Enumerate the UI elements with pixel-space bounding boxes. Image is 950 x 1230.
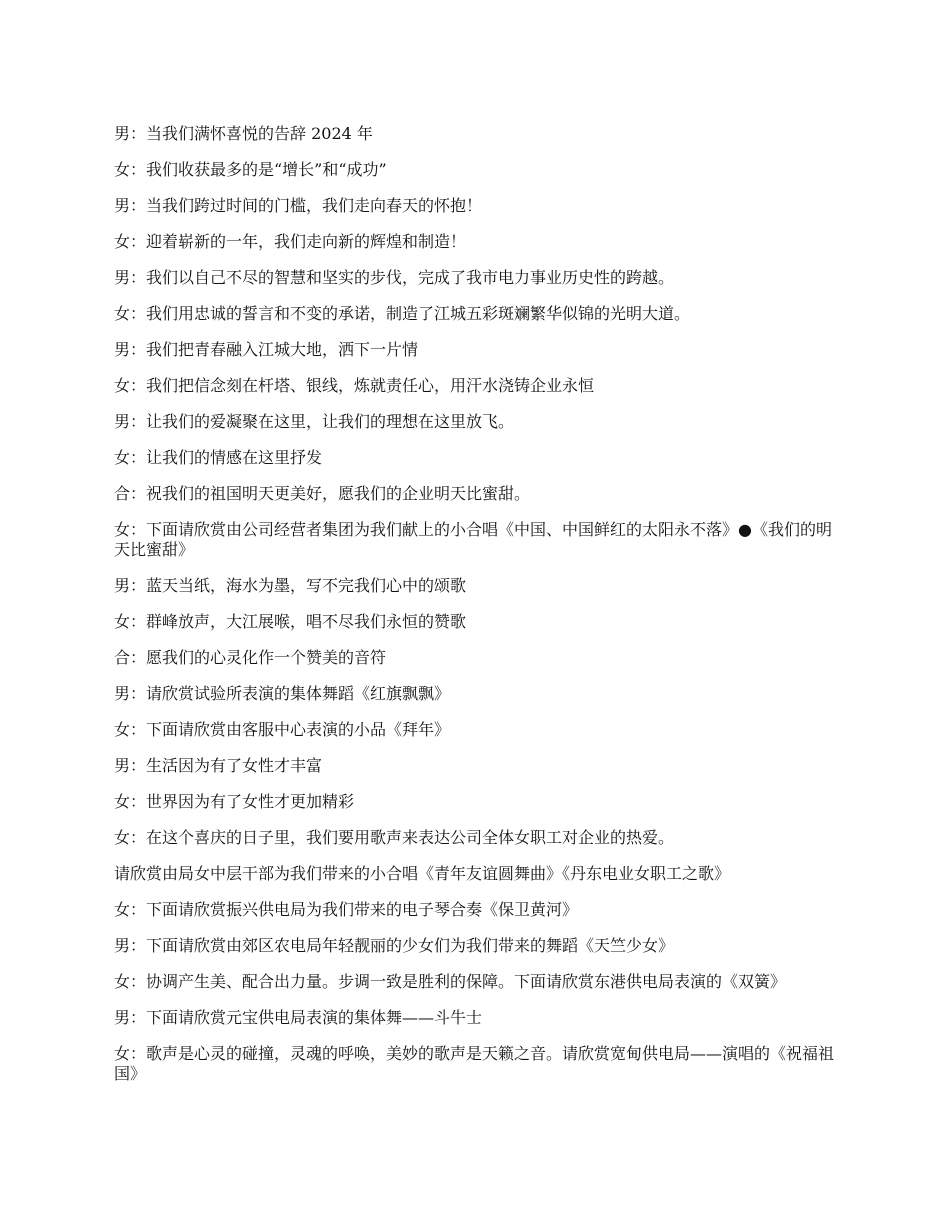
script-line: 男：生活因为有了女性才丰富 (114, 756, 323, 775)
script-line: 女：群峰放声，大江展喉，唱不尽我们永恒的赞歌 (114, 612, 467, 631)
script-line: 男：让我们的爱凝聚在这里，让我们的理想在这里放飞。 (114, 412, 515, 431)
script-line: 女：迎着崭新的一年，我们走向新的辉煌和制造！ (114, 232, 467, 251)
script-line: 男：请欣赏试验所表演的集体舞蹈《红旗飘飘》 (114, 684, 451, 703)
script-line: 女：下面请欣赏由客服中心表演的小品《拜年》 (114, 720, 451, 739)
script-line: 女：我们把信念刻在杆塔、银线，炼就责任心，用汗水浇铸企业永恒 (114, 376, 595, 395)
script-line: 女：歌声是心灵的碰撞，灵魂的呼唤，美妙的歌声是天籁之音。请欣赏宽甸供电局——演唱的《祝福祖国》 (114, 1044, 835, 1083)
script-line: 女：在这个喜庆的日子里，我们要用歌声来表达公司全体女职工对企业的热爱。 (114, 828, 675, 847)
script-line: 女：我们用忠诚的誓言和不变的承诺，制造了江城五彩斑斓繁华似锦的光明大道。 (114, 304, 691, 323)
script-line: 请欣赏由局女中层干部为我们带来的小合唱《青年友谊圆舞曲》《丹东电业女职工之歌》 (114, 864, 731, 883)
script-line: 男：我们以自己不尽的智慧和坚实的步伐，完成了我市电力事业历史性的跨越。 (114, 268, 675, 287)
script-line: 男：下面请欣赏元宝供电局表演的集体舞——斗牛士 (114, 1008, 483, 1027)
script-line: 男：下面请欣赏由郊区农电局年轻靓丽的少女们为我们带来的舞蹈《天竺少女》 (114, 936, 675, 955)
script-line: 女：协调产生美、配合出力量。步调一致是胜利的保障。下面请欣赏东港供电局表演的《双簧》 (114, 972, 787, 991)
script-line: 合：愿我们的心灵化作一个赞美的音符 (114, 648, 387, 667)
script-line: 女：世界因为有了女性才更加精彩 (114, 792, 355, 811)
script-page (114, 124, 844, 1100)
script-line: 男：蓝天当纸，海水为墨，写不完我们心中的颂歌 (114, 576, 467, 595)
script-line: 女：让我们的情感在这里抒发 (114, 448, 323, 467)
script-line: 女：下面请欣赏振兴供电局为我们带来的电子琴合奏《保卫黄河》 (114, 900, 579, 919)
script-line: 女：我们收获最多的是“增长”和“成功” (114, 160, 387, 179)
script-line: 男：我们把青春融入江城大地，洒下一片情 (114, 340, 419, 359)
script-line: 女：下面请欣赏由公司经营者集团为我们献上的小合唱《中国、中国鲜红的太阳永不落》●《我们的明天比蜜甜》 (114, 520, 832, 559)
script-line: 男：当我们跨过时间的门槛，我们走向春天的怀抱！ (114, 196, 483, 215)
script-line: 男：当我们满怀喜悦的告辞 2024 年 (114, 124, 373, 143)
script-line: 合：祝我们的祖国明天更美好，愿我们的企业明天比蜜甜。 (114, 484, 531, 503)
